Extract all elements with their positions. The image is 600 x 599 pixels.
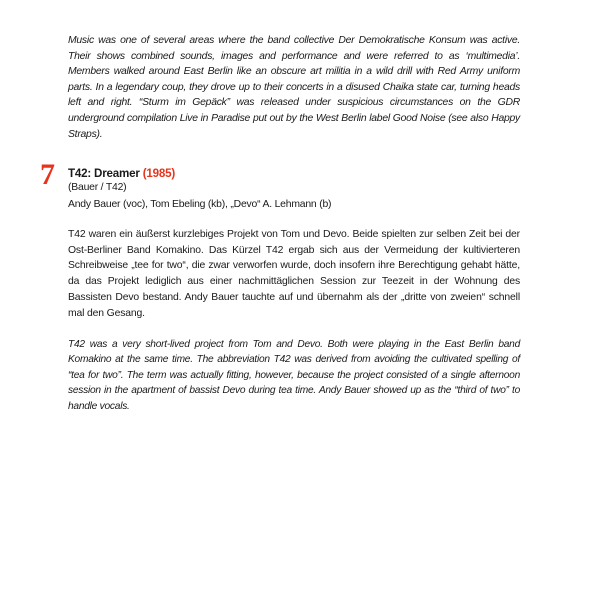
intro-paragraph: Music was one of several areas where the band collective Der Demokratische Konsum was active. Their shows combined sounds, images and performance and were referred to as ‘multimedia’. Members walked around East Berlin like an obscure art militia in a wild drill with Red Army uniform parts. In a legendary coup, they drove up to their concerts in a disused Chaika state car, turning heads left and right. “Sturm im Gepäck” was released under suspicious circumstances on the GDR underground compilation Live in Paradise put out by the West Berlin label Good Noise (see also Happy Straps). [68, 35, 520, 140]
track-text-english: T42 was a very short-lived project from Tom and Devo. Both were playing in the East Berlin band Komakino at the same time. The abbreviation T42 was derived from avoiding the cultivated spelling of “tea for two”. The term was actually fitting, however, because the project consisted of a single afternoon session in the apartment of bassist Devo during tea time. Andy Bauer showed up as the “third of two” to handle vocals. [68, 338, 520, 413]
track-entry-header [40, 158, 520, 212]
track-credits: (Bauer / T42) [68, 182, 127, 194]
track-number: 7 [40, 158, 55, 192]
text-column [40, 33, 520, 415]
track-title-line [68, 166, 520, 181]
track-text-german: T42 waren ein äußerst kurzlebiges Projekt von Tom und Devo. Beide spielten zur selben Zeit bei der Ost-Berliner Band Komakino. Das Kürzel T42 ergab sich aus der Vermeidung der kultivierteren Schreibweise „tee for two“, die zwar verworfen wurde, doch insofern ihre Berechtigung gehabt hätte, da das Projekt lediglich aus einer nachmittäglichen Session zur Teezeit in der Wohnung des Bassisten Devo bestand. Andy Bauer tauchte auf und übernahm als der „dritte von zweien“ schnell mal den Gesang. [68, 228, 520, 319]
track-title: T42: Dreamer [68, 167, 140, 181]
track-year: (1985) [142, 167, 176, 181]
track-performers: Andy Bauer (voc), Tom Ebeling (kb), „Devo“ A. Lehmann (b) [68, 198, 332, 210]
